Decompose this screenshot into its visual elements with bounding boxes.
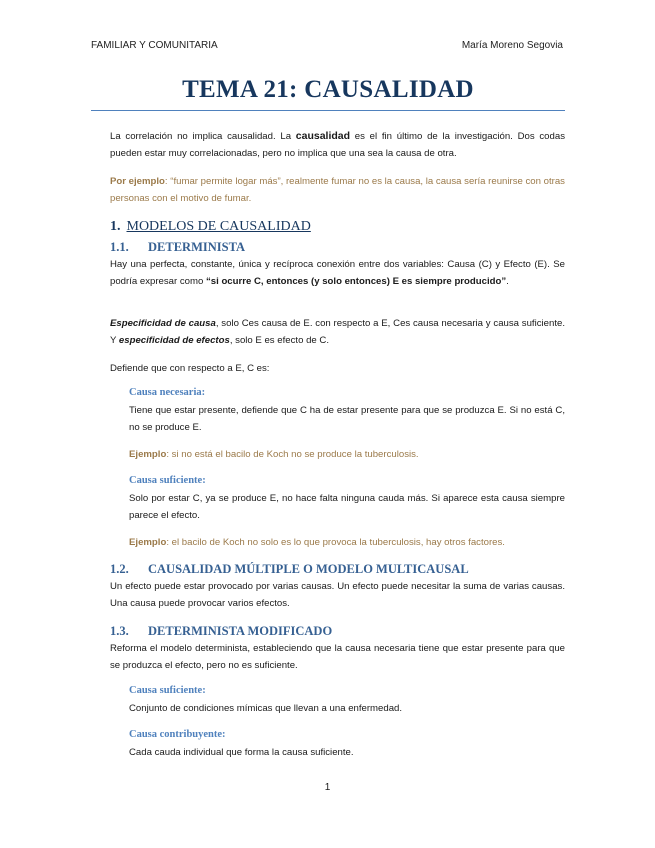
- determinista-paragraph-3: Defiende que con respecto a E, C es:: [110, 363, 270, 374]
- subsection-heading-1-1: [110, 240, 245, 255]
- intro-example-text: : “fumar permite logar más”, realmente fumar no es la causa, la causa sería reunirse con otras personas con el motivo de fumar.: [110, 176, 565, 204]
- subsection-1-2-title: CAUSALIDAD MÚLTIPLE O MODELO MULTICAUSAL: [148, 562, 469, 576]
- page-title: TEMA 21: CAUSALIDAD: [182, 76, 474, 103]
- intro-text-1: La correlación no implica causalidad. La: [110, 131, 296, 142]
- causa-suficiente-example: [129, 534, 565, 551]
- det-p1-bold: “si ocurre C, entonces (y solo entonces) E es siempre producido”: [205, 276, 507, 287]
- causa-contribuyente-heading: Causa contribuyente:: [129, 729, 226, 740]
- subsection-1-1-title: DETERMINISTA: [148, 240, 246, 254]
- determinista-paragraph-2: [110, 315, 565, 349]
- section-1-title: MODELOS DE CAUSALIDAD: [126, 219, 311, 234]
- causa-necesaria-example: [129, 446, 565, 463]
- suf-example-label: Ejemplo: [129, 537, 167, 548]
- intro-bold: causalidad: [295, 130, 351, 142]
- nec-example-label: Ejemplo: [129, 449, 167, 460]
- subsection-1-3-number: 1.3.: [110, 624, 129, 638]
- header-left: FAMILIAR Y COMUNITARIA: [91, 40, 218, 51]
- det-p2-text-b: , solo E es efecto de C.: [229, 335, 330, 346]
- modificado-paragraph: Reforma el modelo determinista, estableciendo que la causa necesaria tiene que estar presente para que se produzca el efecto, pero no es suficiente.: [110, 643, 565, 671]
- causa-suficiente-text: Solo por estar C, ya se produce E, no hace falta ninguna cauda más. Si aparece esta causa siempre parece el efecto.: [129, 493, 565, 521]
- header-right: María Moreno Segovia: [461, 40, 563, 51]
- causa-necesaria-text: Tiene que estar presente, defiende que C ha de estar presente para que se produzca E. Si no está C, no se produce E.: [129, 405, 565, 433]
- title-underline: [91, 110, 565, 111]
- intro-example: [110, 173, 565, 207]
- det-p2-bold-italic-2: especificidad de efectos: [118, 335, 230, 346]
- suf-example-text: : el bacilo de Koch no solo es lo que provoca la tuberculosis, hay otros factores.: [166, 537, 505, 548]
- subsection-1-3-title: DETERMINISTA MODIFICADO: [148, 624, 333, 638]
- intro-paragraph: [110, 128, 565, 162]
- section-heading-1: [110, 219, 311, 235]
- det-p1-text-b: .: [506, 276, 509, 287]
- section-1-number: 1.: [110, 219, 121, 234]
- subsection-heading-1-3: [110, 624, 332, 639]
- page-number: 1: [324, 782, 331, 793]
- det-p2-bold-italic-1: Especificidad de causa: [110, 318, 216, 329]
- nec-example-text: : si no está el bacilo de Koch no se produce la tuberculosis.: [166, 449, 419, 460]
- intro-text-2: es el fin último de la investigación. Dos codas pueden estar muy correlacionadas, pero no implica que una sea la causa de otra.: [110, 131, 565, 159]
- causa-suficiente-heading: Causa suficiente:: [129, 475, 206, 486]
- subsection-heading-1-2: [110, 562, 469, 577]
- causa-contribuyente-text: Cada cauda individual que forma la causa suficiente.: [129, 747, 354, 758]
- modificado-suficiente-text: Conjunto de condiciones mímicas que llevan a una enfermedad.: [129, 703, 403, 714]
- causa-necesaria-heading: Causa necesaria:: [129, 387, 206, 398]
- det-p1-text-a: Hay una perfecta, constante, única y recíproca conexión entre dos variables: Causa (C) y Efecto (E). Se podría expresar como: [110, 259, 565, 287]
- intro-example-label: Por ejemplo: [110, 176, 165, 187]
- determinista-paragraph-1: [110, 256, 565, 290]
- det-p2-text-a: , solo Ces causa de E. con respecto a E, Ces causa necesaria y causa suficiente. Y: [110, 318, 565, 346]
- multicausal-paragraph: Un efecto puede estar provocado por varias causas. Un efecto puede necesitar la suma de varias causas. Una causa puede provocar varios efectos.: [110, 581, 565, 609]
- modificado-suficiente-heading: Causa suficiente:: [129, 685, 206, 696]
- subsection-1-2-number: 1.2.: [110, 562, 129, 576]
- subsection-1-1-number: 1.1.: [110, 240, 129, 254]
